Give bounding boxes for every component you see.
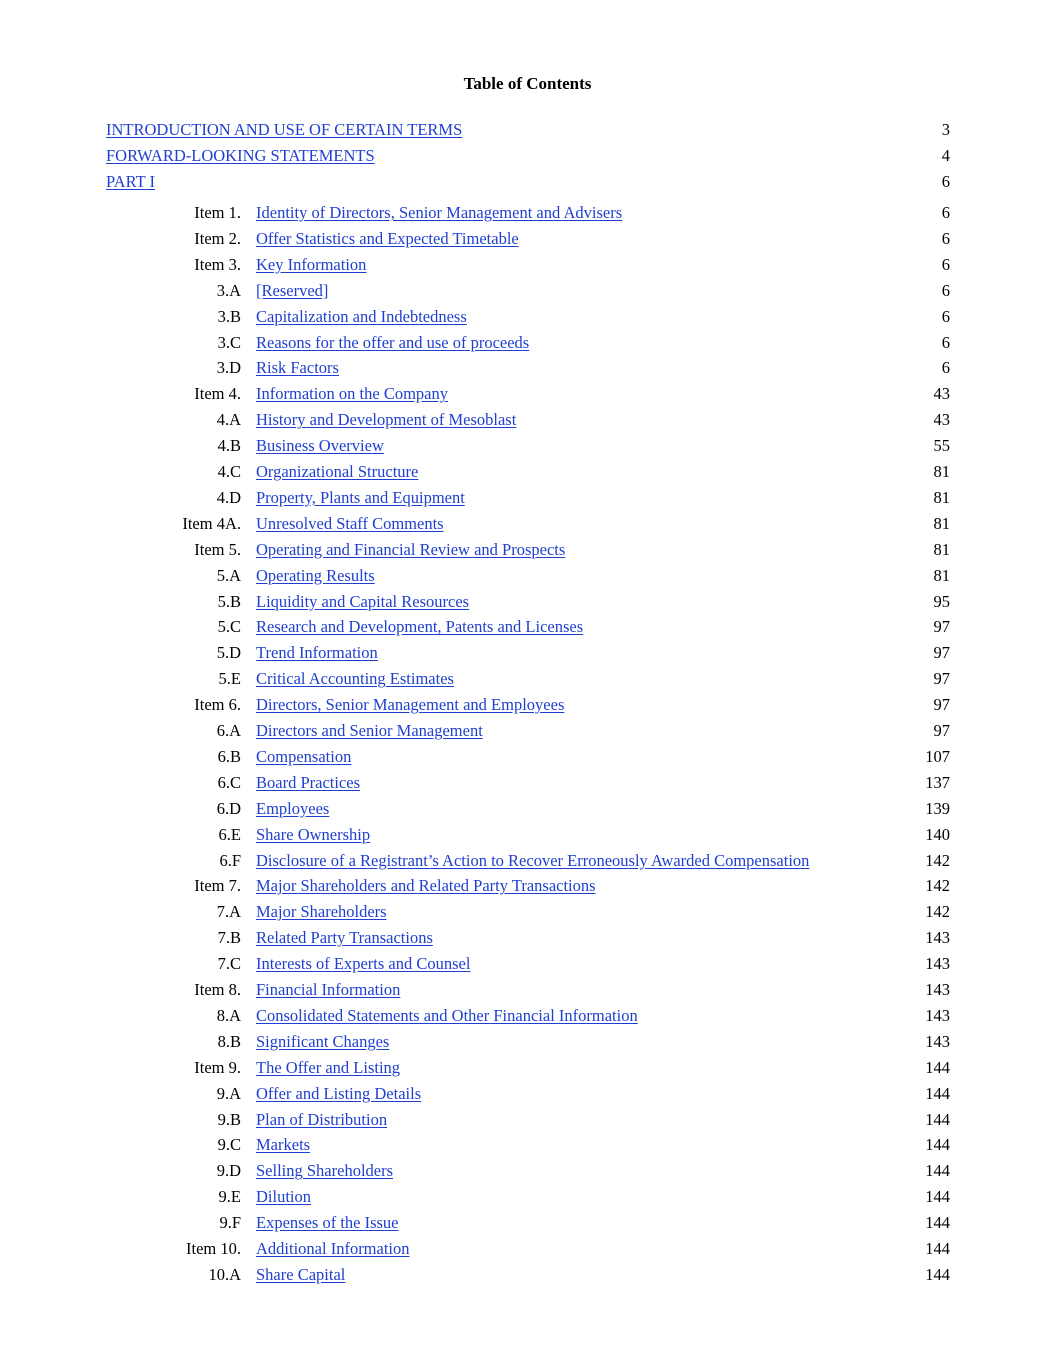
- toc-page-number: 144: [925, 1187, 950, 1207]
- toc-item-number: 6.D: [216, 798, 241, 818]
- toc-link[interactable]: Major Shareholders and Related Party Transactions: [256, 876, 596, 896]
- toc-link[interactable]: Reasons for the offer and use of proceeds: [256, 332, 530, 352]
- toc-page-number: 144: [925, 1239, 950, 1258]
- toc-row: [0, 1057, 1055, 1079]
- toc-page-number: 6: [941, 254, 950, 274]
- toc-page-number: 81: [933, 513, 950, 533]
- toc-row: [0, 306, 1055, 328]
- toc-item-number: 6.F: [219, 850, 241, 870]
- toc-link[interactable]: Organizational Structure: [256, 462, 419, 481]
- toc-item-number: 7.A: [216, 902, 241, 922]
- toc-link[interactable]: Business Overview: [256, 436, 384, 456]
- toc-item-number: 4.D: [216, 487, 241, 507]
- toc-item-number: 7.C: [217, 954, 241, 974]
- toc-row: [0, 1134, 1055, 1156]
- toc-page-number: 4: [941, 146, 950, 165]
- toc-row: [0, 565, 1055, 587]
- toc-link[interactable]: The Offer and Listing: [256, 1057, 401, 1077]
- toc-link[interactable]: Risk Factors: [256, 358, 339, 378]
- toc-row: [0, 824, 1055, 846]
- toc-row: [0, 694, 1055, 716]
- toc-link[interactable]: Share Ownership: [256, 824, 371, 844]
- toc-link[interactable]: Offer and Listing Details: [256, 1083, 422, 1103]
- toc-link[interactable]: Research and Development, Patents and Licenses: [256, 617, 584, 637]
- toc-page-number: 139: [925, 798, 950, 818]
- toc-link[interactable]: Significant Changes: [256, 1031, 390, 1051]
- toc-row: [0, 487, 1055, 509]
- toc-row: [0, 616, 1055, 638]
- toc-page-number: 144: [925, 1161, 950, 1181]
- toc-page-number: 142: [925, 902, 950, 922]
- toc-page-number: 144: [925, 1083, 950, 1103]
- toc-item-number: 5.D: [216, 643, 241, 663]
- toc-row: [0, 254, 1055, 276]
- toc-page-number: 143: [925, 980, 950, 999]
- toc-link[interactable]: Operating Results: [256, 565, 375, 585]
- toc-page-number: 144: [925, 1264, 950, 1284]
- toc-page-number: 81: [933, 539, 950, 559]
- toc-link[interactable]: Property, Plants and Equipment: [256, 487, 465, 507]
- toc-row: [0, 901, 1055, 923]
- toc-row: [0, 927, 1055, 949]
- toc-page-number: 142: [925, 876, 950, 896]
- toc-row: [0, 435, 1055, 457]
- toc-item-number: Item 4A.: [182, 513, 241, 533]
- toc-link[interactable]: Operating and Financial Review and Prospects: [256, 539, 566, 559]
- toc-link[interactable]: Major Shareholders: [256, 902, 387, 922]
- toc-row: [0, 409, 1055, 431]
- toc-link[interactable]: Additional Information: [256, 1239, 410, 1258]
- toc-item-number: 6.A: [216, 721, 241, 740]
- toc-page-number: 143: [925, 1031, 950, 1051]
- toc-row: [0, 875, 1055, 897]
- toc-link[interactable]: Share Capital: [256, 1264, 346, 1284]
- toc-item-number: Item 7.: [194, 876, 241, 896]
- toc-row: [0, 591, 1055, 613]
- toc-item-number: 6.B: [217, 746, 241, 766]
- toc-page-number: 97: [933, 643, 950, 663]
- toc-page-number: 6: [941, 280, 950, 300]
- toc-page-number: 97: [933, 669, 950, 689]
- toc-row: [0, 979, 1055, 1001]
- toc-page-number: 81: [933, 565, 950, 585]
- toc-row: [0, 953, 1055, 975]
- toc-row: [0, 383, 1055, 405]
- toc-page-number: 6: [941, 172, 950, 191]
- toc-link[interactable]: Plan of Distribution: [256, 1109, 388, 1129]
- toc-item-number: Item 8.: [194, 980, 241, 999]
- toc-item-number: 4.C: [217, 462, 241, 481]
- toc-row: [0, 1005, 1055, 1027]
- toc-item-number: Item 6.: [194, 695, 241, 715]
- toc-page-number: 6: [941, 228, 950, 248]
- toc-row: [0, 772, 1055, 794]
- toc-row: [0, 642, 1055, 664]
- toc-page-number: 43: [933, 410, 950, 430]
- toc-page-number: 97: [933, 695, 950, 715]
- toc-page-number: 55: [933, 436, 950, 456]
- toc-item-number: 9.C: [217, 1135, 241, 1155]
- toc-page-number: 97: [933, 721, 950, 740]
- toc-row: [0, 228, 1055, 250]
- toc-item-number: 3.A: [216, 280, 241, 300]
- toc-row: [0, 1212, 1055, 1234]
- toc-top-row: [0, 145, 1055, 167]
- toc-page-number: 6: [941, 332, 950, 352]
- toc-item-number: 10.A: [208, 1264, 241, 1284]
- toc-row: [0, 746, 1055, 768]
- toc-item-number: 3.D: [216, 358, 241, 378]
- toc-row: [0, 668, 1055, 690]
- toc-item-number: 5.C: [217, 617, 241, 637]
- toc-row: [0, 1264, 1055, 1286]
- toc-page-number: 107: [925, 746, 950, 766]
- toc-link[interactable]: Unresolved Staff Comments: [256, 513, 444, 533]
- toc-page-number: 144: [925, 1213, 950, 1233]
- toc-row: [0, 202, 1055, 224]
- toc-item-number: Item 4.: [194, 384, 241, 404]
- toc-item-number: 9.A: [216, 1083, 241, 1103]
- toc-link[interactable]: Compensation: [256, 746, 352, 766]
- toc-item-number: 9.B: [217, 1109, 241, 1129]
- toc-link[interactable]: Markets: [256, 1135, 311, 1155]
- toc-item-number: 6.E: [218, 824, 241, 844]
- toc-link[interactable]: Selling Shareholders: [256, 1161, 394, 1181]
- toc-item-number: 5.A: [216, 565, 241, 585]
- toc-page-number: 140: [925, 824, 950, 844]
- toc-page-number: 144: [925, 1057, 950, 1077]
- toc-link[interactable]: INTRODUCTION AND USE OF CERTAIN TERMS: [106, 120, 463, 139]
- toc-page-number: 143: [925, 954, 950, 974]
- toc-link[interactable]: PART I: [106, 172, 155, 191]
- toc-top-row: [0, 119, 1055, 141]
- toc-link[interactable]: Interests of Experts and Counsel: [256, 954, 471, 974]
- toc-page-number: 6: [941, 306, 950, 326]
- toc-item-number: Item 5.: [194, 539, 241, 559]
- toc-item-number: 6.C: [217, 772, 241, 792]
- toc-page-number: 137: [925, 772, 950, 792]
- toc-item-number: 9.E: [218, 1187, 241, 1207]
- toc-page-number: 81: [933, 462, 950, 481]
- toc-row: [0, 850, 1055, 872]
- toc-item-number: 8.B: [217, 1031, 241, 1051]
- toc-page-number: 95: [933, 591, 950, 611]
- toc-link[interactable]: Employees: [256, 798, 330, 818]
- toc-row: [0, 798, 1055, 820]
- toc-row: [0, 461, 1055, 483]
- toc-link[interactable]: Information on the Company: [256, 384, 449, 404]
- toc-item-number: 5.B: [217, 591, 241, 611]
- toc-page-number: 144: [925, 1109, 950, 1129]
- toc-link[interactable]: [Reserved]: [256, 280, 329, 300]
- toc-page-number: 144: [925, 1135, 950, 1155]
- toc-link[interactable]: Key Information: [256, 254, 367, 274]
- toc-link[interactable]: Offer Statistics and Expected Timetable: [256, 228, 519, 248]
- toc-page-number: 143: [925, 928, 950, 948]
- toc-link[interactable]: Related Party Transactions: [256, 928, 433, 948]
- toc-link[interactable]: FORWARD-LOOKING STATEMENTS: [106, 146, 375, 165]
- toc-item-number: Item 3.: [194, 254, 241, 274]
- toc-page-number: 81: [933, 487, 950, 507]
- toc-link[interactable]: History and Development of Mesoblast: [256, 410, 517, 430]
- toc-link[interactable]: Disclosure of a Registrant’s Action to Recover Erroneously Awarded Compensation: [256, 850, 810, 870]
- toc-item-number: Item 9.: [194, 1057, 241, 1077]
- toc-row: [0, 1186, 1055, 1208]
- toc-page-number: 97: [933, 617, 950, 637]
- toc-item-number: 5.E: [218, 669, 241, 689]
- toc-item-number: 8.A: [216, 1005, 241, 1025]
- toc-row: [0, 720, 1055, 742]
- toc-row: [0, 1109, 1055, 1131]
- toc-row: [0, 280, 1055, 302]
- toc-page-number: 3: [941, 120, 950, 139]
- toc-item-number: 9.F: [219, 1213, 241, 1233]
- toc-row: [0, 1160, 1055, 1182]
- toc-link[interactable]: Liquidity and Capital Resources: [256, 591, 470, 611]
- toc-page-number: 6: [941, 203, 950, 222]
- toc-item-number: Item 2.: [194, 228, 241, 248]
- toc-row: [0, 357, 1055, 379]
- toc-page-number: 43: [933, 384, 950, 404]
- toc-row: [0, 539, 1055, 561]
- toc-link[interactable]: Trend Information: [256, 643, 378, 663]
- toc-link[interactable]: Expenses of the Issue: [256, 1213, 399, 1233]
- toc-row: [0, 1083, 1055, 1105]
- toc-page-number: 6: [941, 358, 950, 378]
- toc-page-number: 143: [925, 1005, 950, 1025]
- toc-link[interactable]: Directors and Senior Management: [256, 721, 483, 740]
- toc-row: [0, 513, 1055, 535]
- toc-item-number: Item 1.: [194, 203, 241, 222]
- toc-link[interactable]: Identity of Directors, Senior Management and Advisers: [256, 203, 623, 222]
- toc-row: [0, 1031, 1055, 1053]
- toc-link[interactable]: Financial Information: [256, 980, 401, 999]
- toc-row: [0, 332, 1055, 354]
- toc-item-number: 3.B: [217, 306, 241, 326]
- toc-link[interactable]: Dilution: [256, 1187, 312, 1207]
- toc-link[interactable]: Board Practices: [256, 772, 361, 792]
- toc-link[interactable]: Consolidated Statements and Other Financial Information: [256, 1005, 638, 1025]
- toc-item-number: 9.D: [216, 1161, 241, 1181]
- toc-item-number: Item 10.: [186, 1239, 241, 1258]
- toc-item-number: 4.A: [216, 410, 241, 430]
- toc-link[interactable]: Critical Accounting Estimates: [256, 669, 454, 689]
- toc-item-number: 3.C: [217, 332, 241, 352]
- toc-item-number: 7.B: [217, 928, 241, 948]
- toc-item-number: 4.B: [217, 436, 241, 456]
- toc-top-row: [0, 171, 1055, 193]
- toc-row: [0, 1238, 1055, 1260]
- toc-page-number: 142: [925, 850, 950, 870]
- toc-link[interactable]: Capitalization and Indebtedness: [256, 306, 467, 326]
- toc-link[interactable]: Directors, Senior Management and Employees: [256, 695, 565, 715]
- page-title: Table of Contents: [463, 74, 592, 93]
